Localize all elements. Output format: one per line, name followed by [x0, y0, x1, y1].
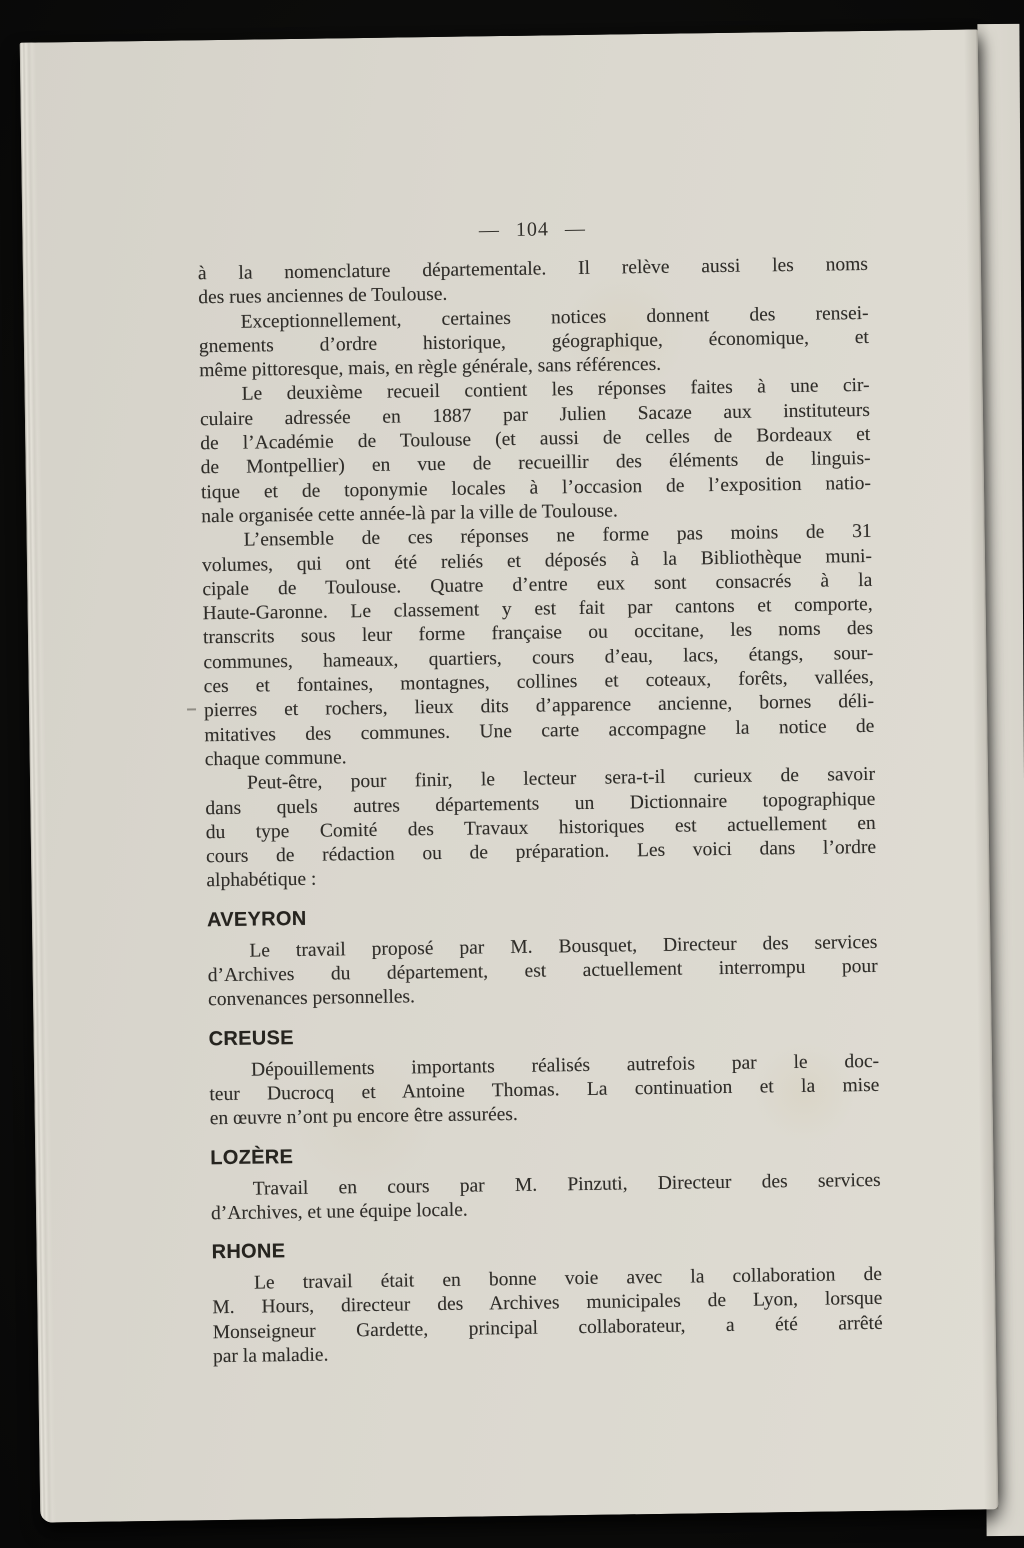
paragraph — [198, 302, 869, 384]
text-line: chaque commune. — [204, 747, 347, 771]
text-line: d’Archives du département, est actuellement interrompu pour — [207, 955, 878, 987]
text-line: M. Hours, directeur des Archives municipales de Lyon, lorsque — [212, 1288, 883, 1319]
text-line: cipale de Toulouse. Quatre d’entre eux sont consacrés à la — [202, 569, 873, 601]
text-line: alphabétique : — [206, 869, 317, 892]
text-line: volumes, qui ont été reliés et déposés à la Bibliothèque muni- — [201, 545, 873, 576]
section-heading: LOZÈRE — [210, 1145, 294, 1169]
section-heading: AVEYRON — [206, 907, 307, 931]
text-line: des rues anciennes de Toulouse. — [198, 284, 448, 309]
text-line: Le travail proposé par M. Bousquet, Directeur des services — [249, 931, 878, 962]
paragraph — [212, 1263, 883, 1370]
paragraph — [199, 374, 871, 529]
text-line: culaire adressée en 1887 par Julien Sacaze aux instituteurs — [199, 399, 871, 431]
text-block — [197, 213, 883, 1370]
text-line: Peut-être, pour finir, le lecteur sera-t-il curieux de savoir — [246, 764, 876, 794]
text-line: Haute-Garonne. Le classement y est fait par cantons et comporte, — [202, 594, 873, 625]
text-line: de l’Académie de Toulouse (et aussi de celles de Bordeaux et — [200, 424, 871, 455]
text-line: L’ensemble de ces réponses ne forme pas moins de 31 — [243, 521, 872, 551]
page-number: — 104 — — [478, 217, 587, 242]
text-line: par la maladie. — [212, 1344, 329, 1368]
section-heading: RHONE — [211, 1240, 286, 1264]
text-line: Travail en cours par M. Pinzuti, Directeur des services — [252, 1169, 881, 1200]
text-line: du type Comité des Travaux historiques est actuellement en — [205, 812, 876, 844]
text-line: communes, hameaux, quartiers, cours d’eau, lacs, étangs, sour- — [203, 642, 874, 674]
paragraph — [205, 763, 877, 894]
paragraph — [211, 1168, 882, 1226]
paragraph — [209, 1049, 880, 1131]
text-line: Le deuxième recueil contient les réponses faites à une cir- — [241, 375, 870, 406]
text-line: pierres et rochers, lieux dits d’apparence ancienne, bornes déli- — [203, 691, 875, 722]
section-heading: CREUSE — [208, 1026, 294, 1050]
text-line: transcrits sous leur forme française ou occitane, les noms des — [202, 618, 874, 649]
text-line: Monseigneur Gardette, principal collaborateur, a été arrêté — [212, 1312, 883, 1343]
text-line: même pittoresque, mais, en règle générale, sans références. — [199, 354, 662, 382]
text-line: mitatives des communes. Une carte accompagne la notice de — [204, 715, 875, 746]
text-line: convenances personnelles. — [207, 986, 416, 1011]
paragraph — [202, 520, 875, 772]
text-line: Le travail était en bonne voie avec la collaboration de — [253, 1263, 883, 1294]
scan-artifact-mark — [187, 708, 196, 710]
text-line: à la nomenclature départementale. Il relève aussi les noms — [197, 253, 869, 285]
text-line: Exceptionnellement, certaines notices donnent des rensei- — [240, 302, 869, 333]
text-line: Dépouillements importants réalisés autrefois par le doc- — [250, 1050, 880, 1081]
text-line: de Montpellier) en vue de recueillir des éléments de linguis- — [200, 448, 871, 479]
text-line: tique et de toponymie locales à l’occasion de l’exposition natio- — [200, 472, 872, 503]
text-line: cours de rédaction ou de préparation. Les voici dans l’ordre — [205, 837, 877, 868]
text-line: ces et fontaines, montagnes, collines et coteaux, forêts, vallées, — [203, 666, 874, 698]
text-line: teur Ducrocq et Antoine Thomas. La continuation et la mise — [209, 1074, 880, 1106]
text-line: en œuvre n’ont pu encore être assurées. — [209, 1104, 518, 1130]
book-page — [20, 29, 999, 1522]
paragraph — [207, 931, 878, 1013]
text-line: d’Archives, et une équipe locale. — [210, 1199, 468, 1224]
text-line: nale organisée cette année-là par la ville de Toulouse. — [201, 500, 618, 528]
text-line: gnements d’ordre historique, géographique, économique, et — [198, 326, 870, 358]
text-line: dans quels autres départements un Dictionnaire topographique — [205, 788, 876, 819]
